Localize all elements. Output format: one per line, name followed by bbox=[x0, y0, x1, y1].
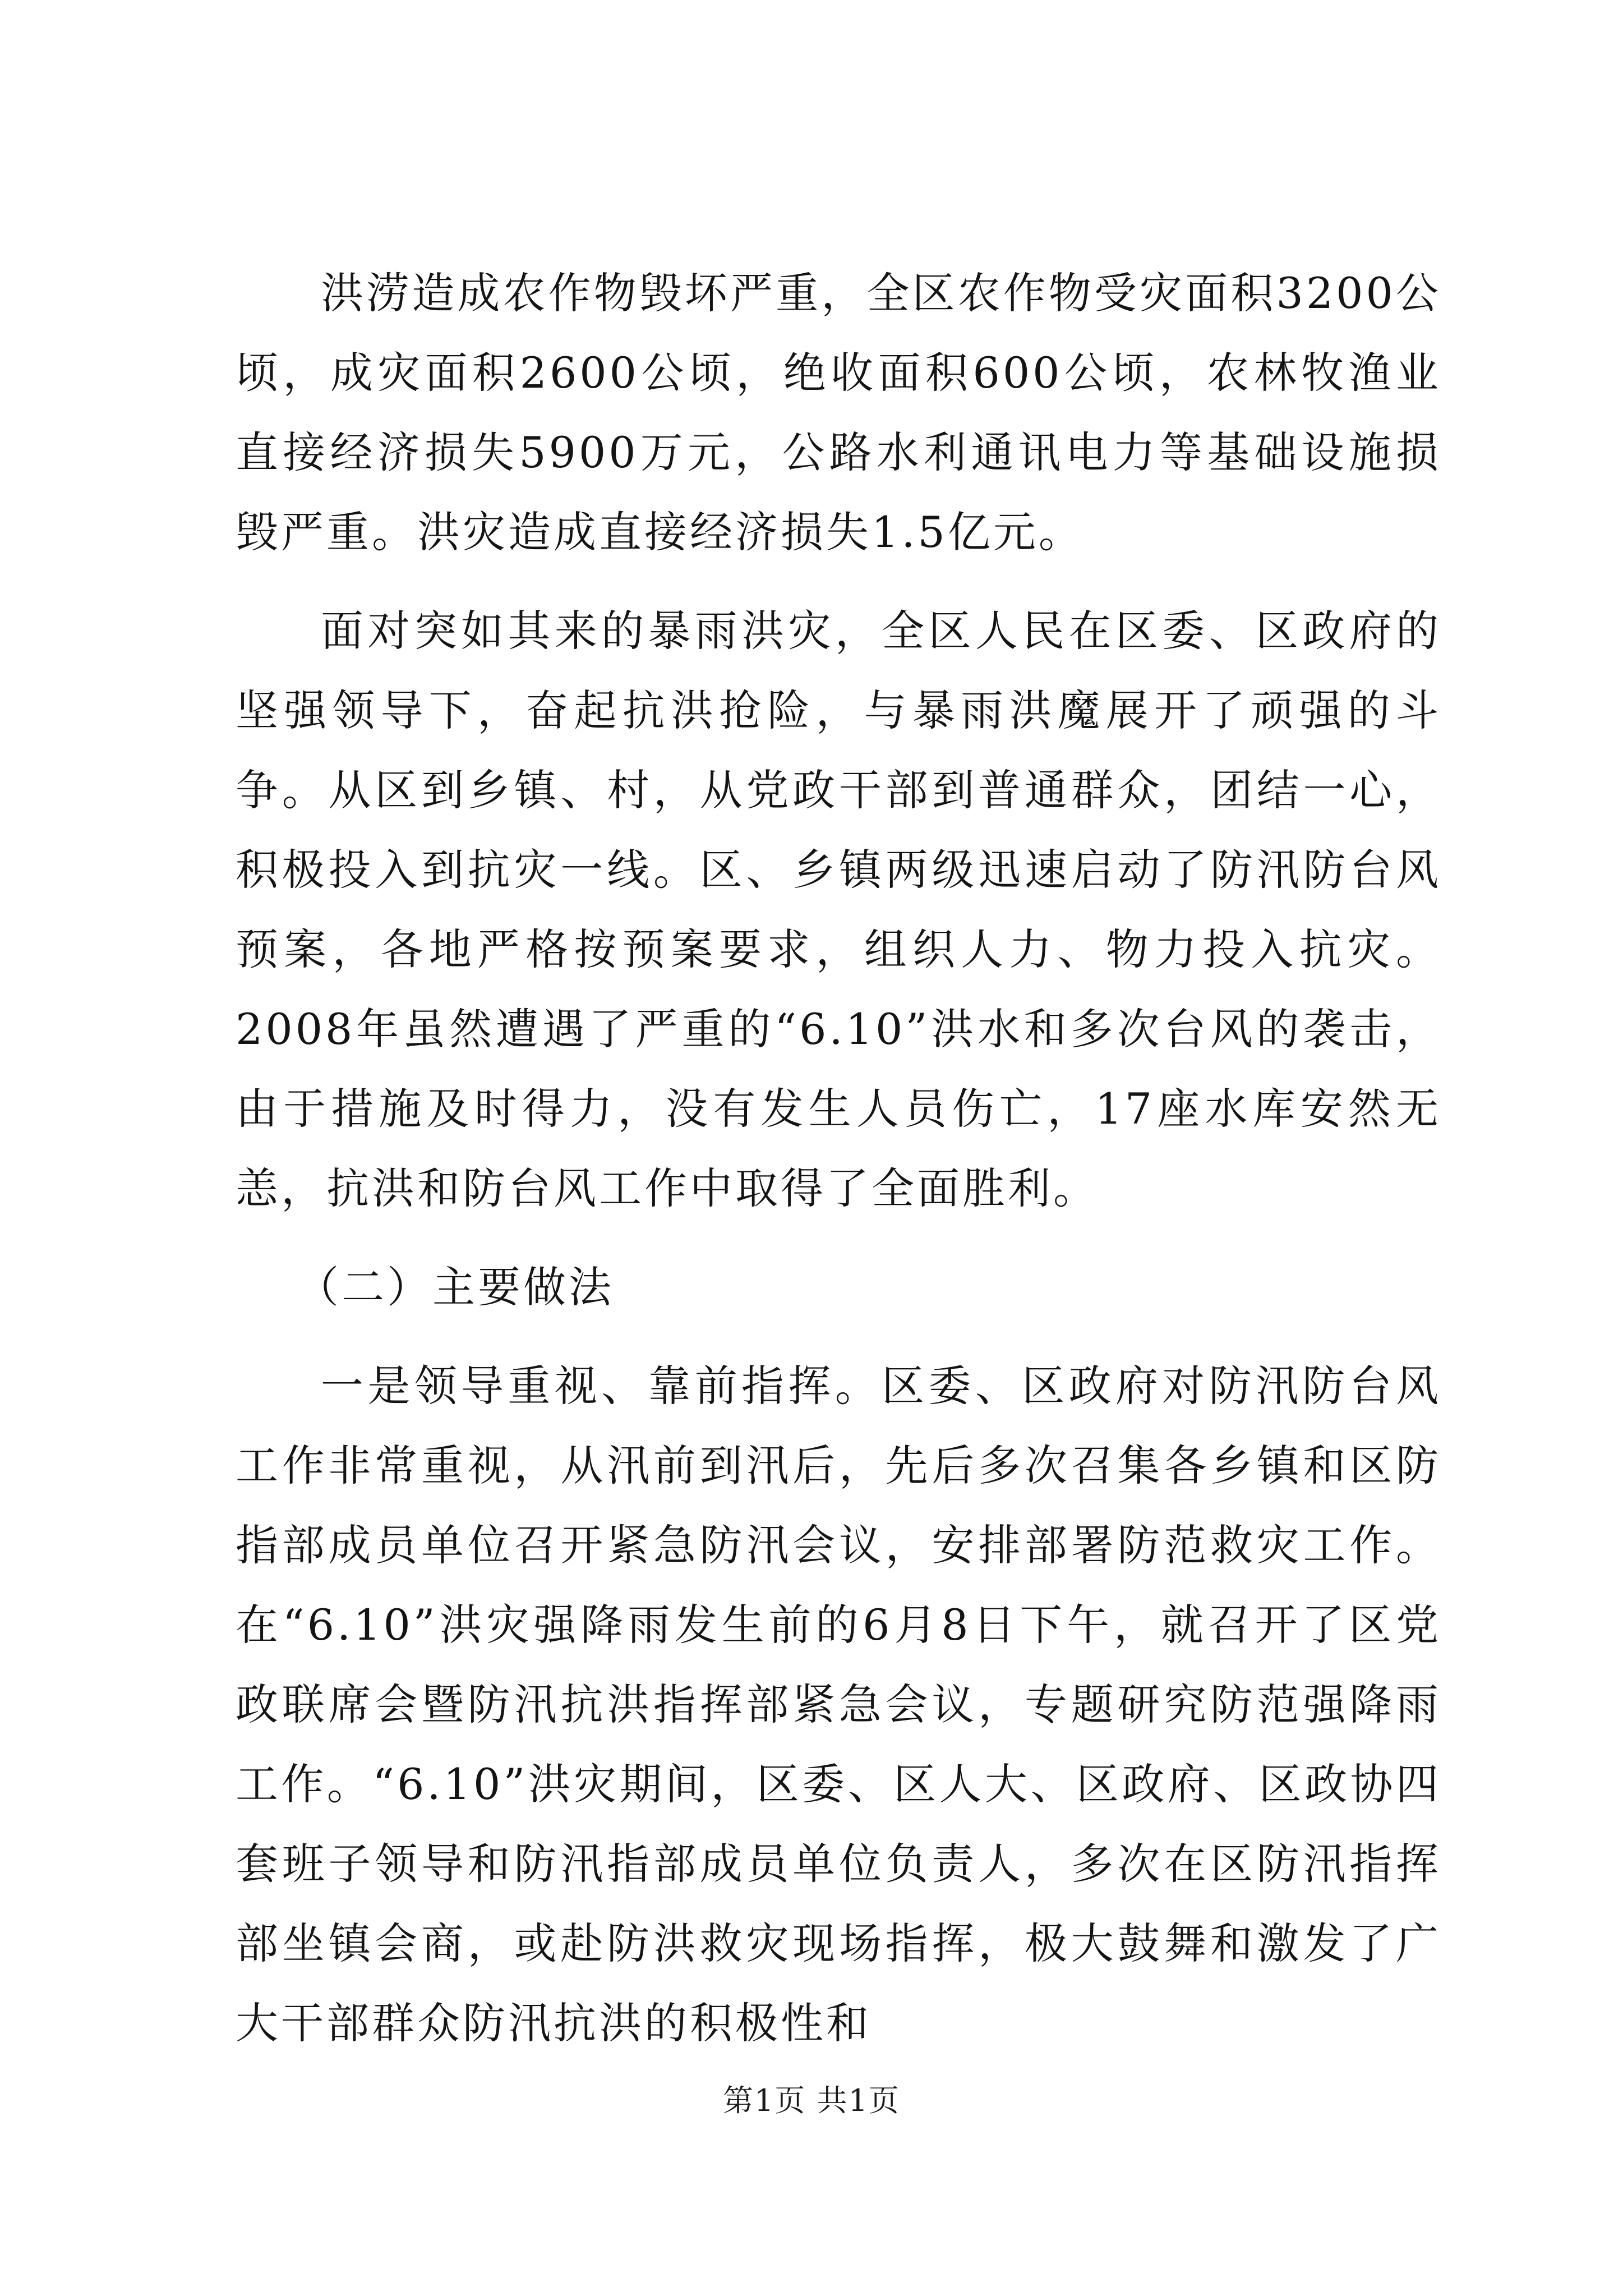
document-body bbox=[236, 254, 1441, 2063]
section-heading-main-practices: （二）主要做法 bbox=[296, 1262, 614, 1312]
paragraph-leadership-command: 一是领导重视、靠前指挥。区委、区政府对防汛防台风工作非常重视，从汛前到汛后，先后多次召集各乡镇和区防指部成员单位召开紧急防汛会议，安排部署防范救灾工作。在“6.10”洪灾强降雨发生前的6月8日下午，就召开了区党政联席会暨防汛抗洪指挥部紧急会议，专题研究防范强降雨工作。“6.10”洪灾期间，区委、区人大、区政府、区政协四套班子领导和防汛指部成员单位负责人，多次在区防汛指挥部坐镇会商，或赴防洪救灾现场指挥，极大鼓舞和激发了广大干部群众防汛抗洪的积极性和 bbox=[236, 1361, 1441, 2048]
paragraph-flood-response: 面对突如其来的暴雨洪灾，全区人民在区委、区政府的坚强领导下，奋起抗洪抢险，与暴雨洪魔展开了顽强的斗争。从区到乡镇、村，从党政干部到普通群众，团结一心，积极投入到抗灾一线。区、乡镇两级迅速启动了防汛防台风预案，各地严格按预案要求，组织人力、物力投入抗灾。2008年虽然遭遇了严重的“6.10”洪水和多次台风的袭击，由于措施及时得力，没有发生人员伤亡，17座水库安然无恙，抗洪和防台风工作中取得了全面胜利。 bbox=[236, 606, 1441, 1213]
page-footer: 第1页 共1页 bbox=[723, 2083, 900, 2118]
paragraph-flood-losses: 洪涝造成农作物毁坏严重，全区农作物受灾面积3200公顷，成灾面积2600公顷，绝收面积600公顷，农林牧渔业直接经济损失5900万元，公路水利通讯电力等基础设施损毁严重。洪灾造成直接经济损失1.5亿元。 bbox=[236, 268, 1441, 557]
